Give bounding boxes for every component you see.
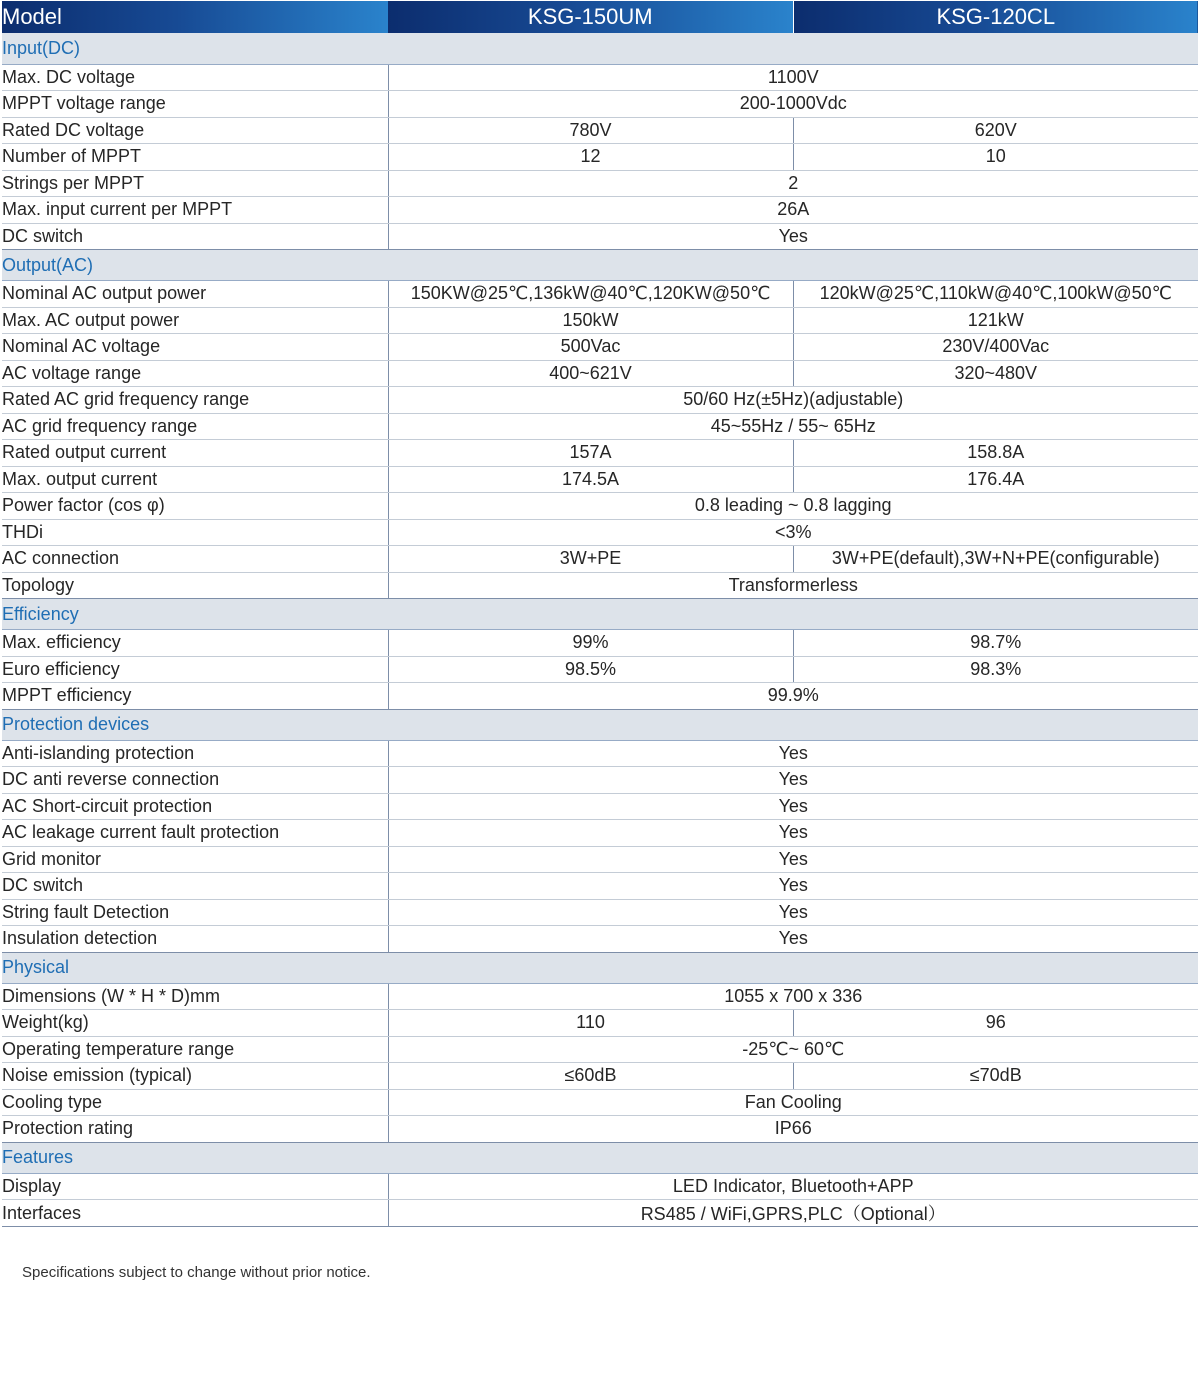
section-title: Features xyxy=(2,1142,1198,1173)
spec-row xyxy=(2,413,1198,440)
spec-label: Topology xyxy=(2,572,388,599)
spec-label: AC grid frequency range xyxy=(2,413,388,440)
spec-value: 200-1000Vdc xyxy=(388,91,1198,118)
spec-label: AC connection xyxy=(2,546,388,573)
spec-value-model-1: 110 xyxy=(388,1010,793,1037)
spec-row xyxy=(2,197,1198,224)
spec-label: Operating temperature range xyxy=(2,1036,388,1063)
spec-value-model-1: 174.5A xyxy=(388,466,793,493)
spec-value: Transformerless xyxy=(388,572,1198,599)
spec-value-model-2: 98.7% xyxy=(793,630,1198,657)
spec-value-model-2: 120kW@25℃,110kW@40℃,100kW@50℃ xyxy=(793,281,1198,308)
spec-label: Max. DC voltage xyxy=(2,64,388,91)
spec-row xyxy=(2,546,1198,573)
section-row xyxy=(2,709,1198,740)
spec-value-model-2: 96 xyxy=(793,1010,1198,1037)
spec-row xyxy=(2,1010,1198,1037)
spec-label: Strings per MPPT xyxy=(2,170,388,197)
section-row xyxy=(2,250,1198,281)
spec-row xyxy=(2,683,1198,710)
spec-label: AC voltage range xyxy=(2,360,388,387)
spec-label: String fault Detection xyxy=(2,899,388,926)
spec-row xyxy=(2,334,1198,361)
spec-value: 1100V xyxy=(388,64,1198,91)
spec-row xyxy=(2,846,1198,873)
spec-label: Interfaces xyxy=(2,1200,388,1227)
spec-value-model-1: 780V xyxy=(388,117,793,144)
spec-row xyxy=(2,281,1198,308)
spec-value-model-2: 158.8A xyxy=(793,440,1198,467)
spec-value: <3% xyxy=(388,519,1198,546)
spec-value-model-2: 620V xyxy=(793,117,1198,144)
spec-label: Max. output current xyxy=(2,466,388,493)
spec-label: DC switch xyxy=(2,873,388,900)
spec-value-model-2: 98.3% xyxy=(793,656,1198,683)
spec-label: Rated AC grid frequency range xyxy=(2,387,388,414)
spec-row xyxy=(2,873,1198,900)
section-title: Efficiency xyxy=(2,599,1198,630)
spec-row xyxy=(2,983,1198,1010)
spec-value-model-2: ≤70dB xyxy=(793,1063,1198,1090)
spec-row xyxy=(2,767,1198,794)
spec-value: Yes xyxy=(388,223,1198,250)
spec-row xyxy=(2,1200,1198,1227)
spec-row xyxy=(2,630,1198,657)
section-title: Output(AC) xyxy=(2,250,1198,281)
spec-label: Grid monitor xyxy=(2,846,388,873)
spec-label: Protection rating xyxy=(2,1116,388,1143)
spec-value-model-2: 320~480V xyxy=(793,360,1198,387)
spec-value-model-1: 400~621V xyxy=(388,360,793,387)
spec-value: IP66 xyxy=(388,1116,1198,1143)
spec-value-model-1: 150kW xyxy=(388,307,793,334)
spec-value: 2 xyxy=(388,170,1198,197)
spec-value: Yes xyxy=(388,846,1198,873)
spec-row xyxy=(2,360,1198,387)
spec-row xyxy=(2,519,1198,546)
section-row xyxy=(2,33,1198,64)
spec-label: Nominal AC output power xyxy=(2,281,388,308)
spec-row xyxy=(2,1063,1198,1090)
spec-row xyxy=(2,64,1198,91)
spec-value: Fan Cooling xyxy=(388,1089,1198,1116)
spec-value-model-1: 12 xyxy=(388,144,793,171)
spec-row xyxy=(2,656,1198,683)
spec-row xyxy=(2,144,1198,171)
spec-label: Number of MPPT xyxy=(2,144,388,171)
spec-label: Euro efficiency xyxy=(2,656,388,683)
spec-row xyxy=(2,387,1198,414)
spec-value: 45~55Hz / 55~ 65Hz xyxy=(388,413,1198,440)
spec-label: Insulation detection xyxy=(2,926,388,953)
spec-label: Anti-islanding protection xyxy=(2,740,388,767)
spec-value-model-1: 150KW@25℃,136kW@40℃,120KW@50℃ xyxy=(388,281,793,308)
spec-label: Rated output current xyxy=(2,440,388,467)
spec-value-model-2: 230V/400Vac xyxy=(793,334,1198,361)
spec-label: Cooling type xyxy=(2,1089,388,1116)
spec-row xyxy=(2,117,1198,144)
spec-body xyxy=(2,33,1198,1227)
spec-label: Weight(kg) xyxy=(2,1010,388,1037)
spec-label: Power factor (cos φ) xyxy=(2,493,388,520)
header-model-2: KSG-120CL xyxy=(793,1,1198,33)
spec-row xyxy=(2,820,1198,847)
header-model-1: KSG-150UM xyxy=(388,1,793,33)
spec-row xyxy=(2,793,1198,820)
section-title: Input(DC) xyxy=(2,33,1198,64)
spec-label: Max. AC output power xyxy=(2,307,388,334)
spec-row xyxy=(2,170,1198,197)
spec-row xyxy=(2,307,1198,334)
spec-value-model-1: ≤60dB xyxy=(388,1063,793,1090)
spec-label: DC switch xyxy=(2,223,388,250)
spec-label: THDi xyxy=(2,519,388,546)
spec-label: Max. efficiency xyxy=(2,630,388,657)
spec-row xyxy=(2,223,1198,250)
spec-value: 26A xyxy=(388,197,1198,224)
spec-row xyxy=(2,572,1198,599)
spec-value: Yes xyxy=(388,820,1198,847)
spec-value-model-1: 3W+PE xyxy=(388,546,793,573)
spec-value-model-2: 121kW xyxy=(793,307,1198,334)
spec-value-model-1: 99% xyxy=(388,630,793,657)
spec-label: Max. input current per MPPT xyxy=(2,197,388,224)
spec-value: Yes xyxy=(388,793,1198,820)
spec-value: RS485 / WiFi,GPRS,PLC（Optional） xyxy=(388,1200,1198,1227)
spec-value-model-1: 157A xyxy=(388,440,793,467)
spec-value: 50/60 Hz(±5Hz)(adjustable) xyxy=(388,387,1198,414)
spec-row xyxy=(2,1173,1198,1200)
spec-value-model-1: 98.5% xyxy=(388,656,793,683)
spec-value: Yes xyxy=(388,767,1198,794)
spec-row xyxy=(2,466,1198,493)
spec-label: Display xyxy=(2,1173,388,1200)
section-row xyxy=(2,952,1198,983)
spec-row xyxy=(2,926,1198,953)
spec-value: 99.9% xyxy=(388,683,1198,710)
section-title: Protection devices xyxy=(2,709,1198,740)
spec-value: -25℃~ 60℃ xyxy=(388,1036,1198,1063)
spec-row xyxy=(2,91,1198,118)
spec-value: 1055 x 700 x 336 xyxy=(388,983,1198,1010)
spec-row xyxy=(2,1089,1198,1116)
spec-row xyxy=(2,1116,1198,1143)
spec-value: Yes xyxy=(388,873,1198,900)
section-row xyxy=(2,1142,1198,1173)
footnote: Specifications subject to change without prior notice. xyxy=(22,1264,371,1281)
spec-label: Rated DC voltage xyxy=(2,117,388,144)
spec-table xyxy=(2,1,1198,1227)
spec-label: AC leakage current fault protection xyxy=(2,820,388,847)
spec-value: 0.8 leading ~ 0.8 lagging xyxy=(388,493,1198,520)
spec-label: Dimensions (W * H * D)mm xyxy=(2,983,388,1010)
spec-label: Noise emission (typical) xyxy=(2,1063,388,1090)
section-title: Physical xyxy=(2,952,1198,983)
spec-label: MPPT efficiency xyxy=(2,683,388,710)
header-label: Model xyxy=(2,1,388,33)
spec-row xyxy=(2,1036,1198,1063)
spec-value-model-2: 10 xyxy=(793,144,1198,171)
spec-row xyxy=(2,740,1198,767)
header-row xyxy=(2,1,1198,33)
spec-value: Yes xyxy=(388,740,1198,767)
spec-row xyxy=(2,899,1198,926)
spec-value: Yes xyxy=(388,899,1198,926)
spec-label: Nominal AC voltage xyxy=(2,334,388,361)
spec-row xyxy=(2,493,1198,520)
spec-value-model-2: 176.4A xyxy=(793,466,1198,493)
spec-value: Yes xyxy=(388,926,1198,953)
spec-row xyxy=(2,440,1198,467)
spec-value: LED Indicator, Bluetooth+APP xyxy=(388,1173,1198,1200)
spec-label: AC Short-circuit protection xyxy=(2,793,388,820)
spec-value-model-1: 500Vac xyxy=(388,334,793,361)
spec-value-model-2: 3W+PE(default),3W+N+PE(configurable) xyxy=(793,546,1198,573)
spec-label: DC anti reverse connection xyxy=(2,767,388,794)
section-row xyxy=(2,599,1198,630)
spec-label: MPPT voltage range xyxy=(2,91,388,118)
